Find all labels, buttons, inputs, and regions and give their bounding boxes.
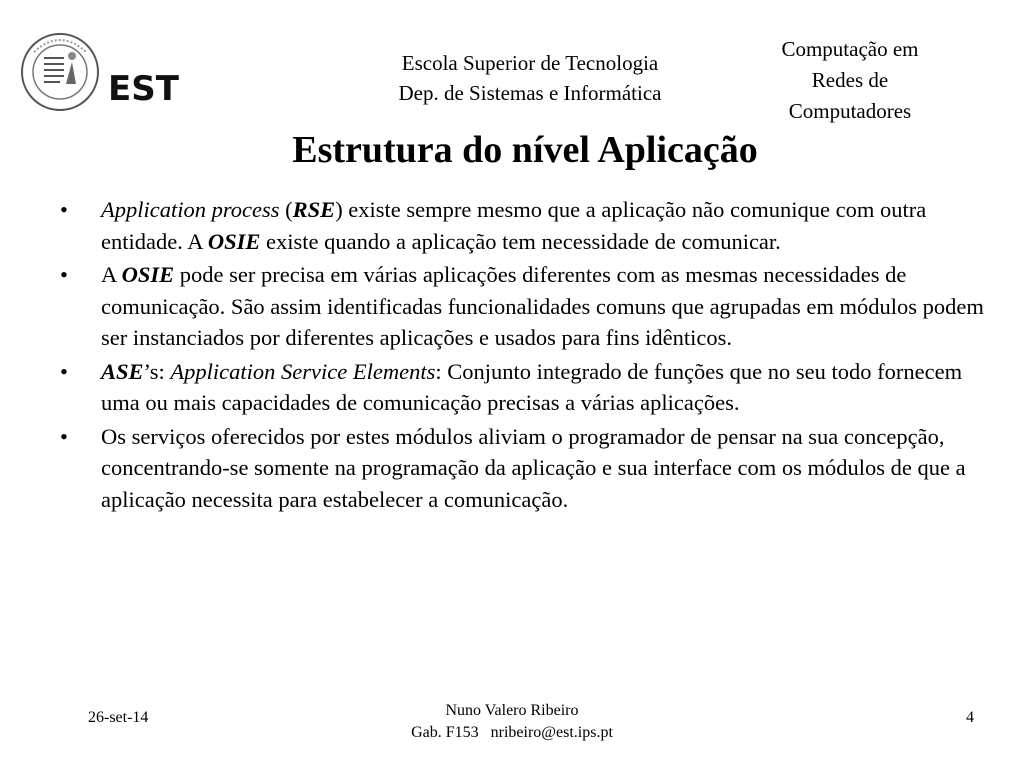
course-line-1: Computação em — [781, 37, 919, 61]
bullet-item: • A OSIE pode ser precisa em várias aplicações diferentes com as mesmas necessidades de comunicação. São assim identificadas funcionalidades comuns que agrupadas em módulos podem ser instanciados por diferentes aplicações e usados para fins idênticos. — [60, 259, 995, 354]
bullet-list — [60, 194, 995, 517]
bullet-item: • Os serviços oferecidos por estes módulos aliviam o programador de pensar na sua concepção, concentrando-se somente na programação da aplicação e sua interface com os módulos de que a aplicação necessita para estabelecer a comunicação. — [60, 421, 995, 516]
school-heading — [300, 48, 760, 108]
school-name: Escola Superior de Tecnologia — [401, 51, 659, 75]
seal-motif-shape — [66, 62, 76, 84]
seal-inner-ring — [33, 45, 87, 99]
footer-author: Nuno Valero Ribeiro — [445, 702, 579, 719]
course-line-2: Redes de — [811, 68, 889, 92]
department-name: Dep. de Sistemas e Informática — [398, 81, 662, 105]
course-line-3: Computadores — [788, 99, 912, 123]
seal-lettering — [34, 40, 86, 52]
footer-contact: Gab. F153 nribeiro@est.ips.pt — [411, 724, 613, 741]
page-number: 4 — [966, 709, 974, 726]
footer-date: 26-set-14 — [88, 709, 149, 726]
bullet-item: • Application process (RSE) existe sempre mesmo que a aplicação não comunique com outra entidade. A OSIE existe quando a aplicação tem necessidade de comunicar. — [60, 194, 995, 257]
logo-text: EST — [108, 69, 179, 109]
course-heading — [750, 34, 950, 127]
bullet-item: • ASE’s: Application Service Elements: Conjunto integrado de funções que no seu todo fornecem uma ou mais capacidades de comunicação precisas a várias aplicações. — [60, 356, 995, 419]
slide-title: Estrutura do nível Aplicação — [292, 129, 758, 171]
footer-author-block — [312, 700, 712, 744]
seal-motif-dot — [68, 52, 76, 60]
est-logo — [20, 22, 210, 122]
seal-motif-lines — [44, 58, 64, 82]
